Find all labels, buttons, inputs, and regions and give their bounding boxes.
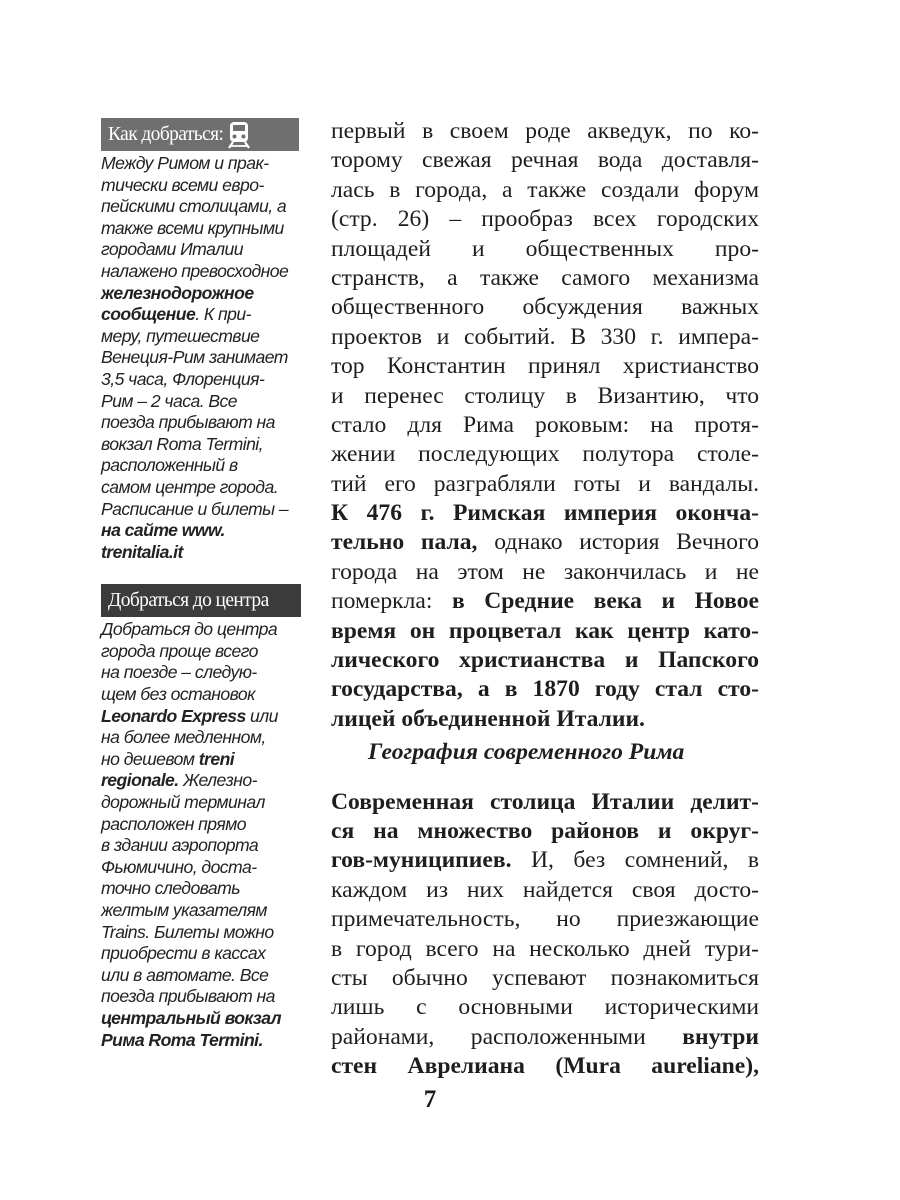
text-line: стен Аврелиана (Mura aureliane), (331, 1053, 759, 1080)
to-center-title: Добраться до центра (108, 590, 269, 612)
to-center-header (101, 584, 301, 617)
text-line: лицей объединенной Италии. (331, 705, 645, 732)
text-line: время он процветал как центр като- (331, 617, 759, 644)
how-to-get-title: Как добраться: (108, 124, 224, 145)
text-line: лишь с основными историческими (331, 994, 759, 1021)
text-line: сты обычно успевают познакомиться (331, 964, 759, 991)
to-center-text: Добраться до центра города проще всего на поезде – следую- щем без остановок Leonardo Express или на более медленном, но дешевом treni regionale. Железно- дорожный терминал расположен прямо в здании аэропорта Фьюмичино, доста- точно следовать желтым указателям Trains. Билеты можно приобрести в кассах или в автомате. Все поезда прибывают на центральный вокзал Рима Roma Termini. (101, 619, 282, 1050)
text-line: государства, а в 1870 году стал сто- (331, 676, 759, 703)
text-line: ся на множество районов и округ- (331, 817, 759, 844)
text-line: в город всего на несколько дней тури- (331, 935, 759, 962)
text-line: гов-муниципиев. И, без сомнений, в (331, 847, 759, 874)
text-line: жении последующих полутора столе- (331, 441, 759, 468)
text-line: (стр. 26) – прообраз всех городских (331, 206, 759, 233)
text-line: лического христианства и Папского (331, 647, 759, 674)
text-line: торому свежая речная вода доставля- (331, 147, 759, 174)
sidebar (101, 118, 301, 1051)
text-line: общественного обсуждения важных (331, 294, 759, 321)
text-line: и перенес столицу в Византию, что (331, 382, 759, 409)
text-line: тий его разграбляли готы и вандалы. (331, 470, 759, 497)
text-line: проектов и событий. В 330 г. импера- (331, 323, 759, 350)
text-line: первый в своем роде акведук, по ко- (331, 118, 759, 144)
text-line: стало для Рима роковым: на протя- (331, 411, 759, 438)
text-line: К 476 г. Римская империя оконча- (331, 500, 759, 527)
text-line: каждом из них найдется своя досто- (331, 876, 759, 903)
text-line: тельно пала, однако история Вечного (331, 529, 759, 556)
text-line: площадей и общественных про- (331, 235, 759, 262)
text-line: города на этом не закончилась и не (331, 558, 759, 585)
page-number: 7 (423, 1086, 437, 1113)
text-line: лась в города, а также создали форум (331, 176, 759, 203)
text-line: районами, расположенными внутри (331, 1023, 759, 1050)
train-icon (228, 121, 250, 149)
how-to-get-header (101, 118, 299, 151)
text-line: померкла: в Средние века и Новое (331, 588, 759, 615)
text-line: странств, а также самого механизма (331, 264, 759, 291)
text-line: тор Константин принял христианство (331, 353, 759, 380)
text-line: примечательность, но приезжающие (331, 906, 759, 933)
text-line: Современная столица Италии делит- (331, 788, 759, 815)
section-subheading: География современного Рима (368, 739, 685, 766)
main-text (331, 117, 759, 1082)
how-to-get-text: Между Римом и прак- тически всеми евро- пейскими столицами, а также всеми крупными городами Италии налажено превосходное железнодорожное сообщение. К при- меру, путешествие Венеция-Рим занимает 3,5 часа, Флоренция- Рим – 2 часа. Все поезда прибывают на вокзал Roma Termini, расположенный в самом центре города. Расписание и билеты – на сайте www. trenitalia.it (101, 153, 289, 562)
